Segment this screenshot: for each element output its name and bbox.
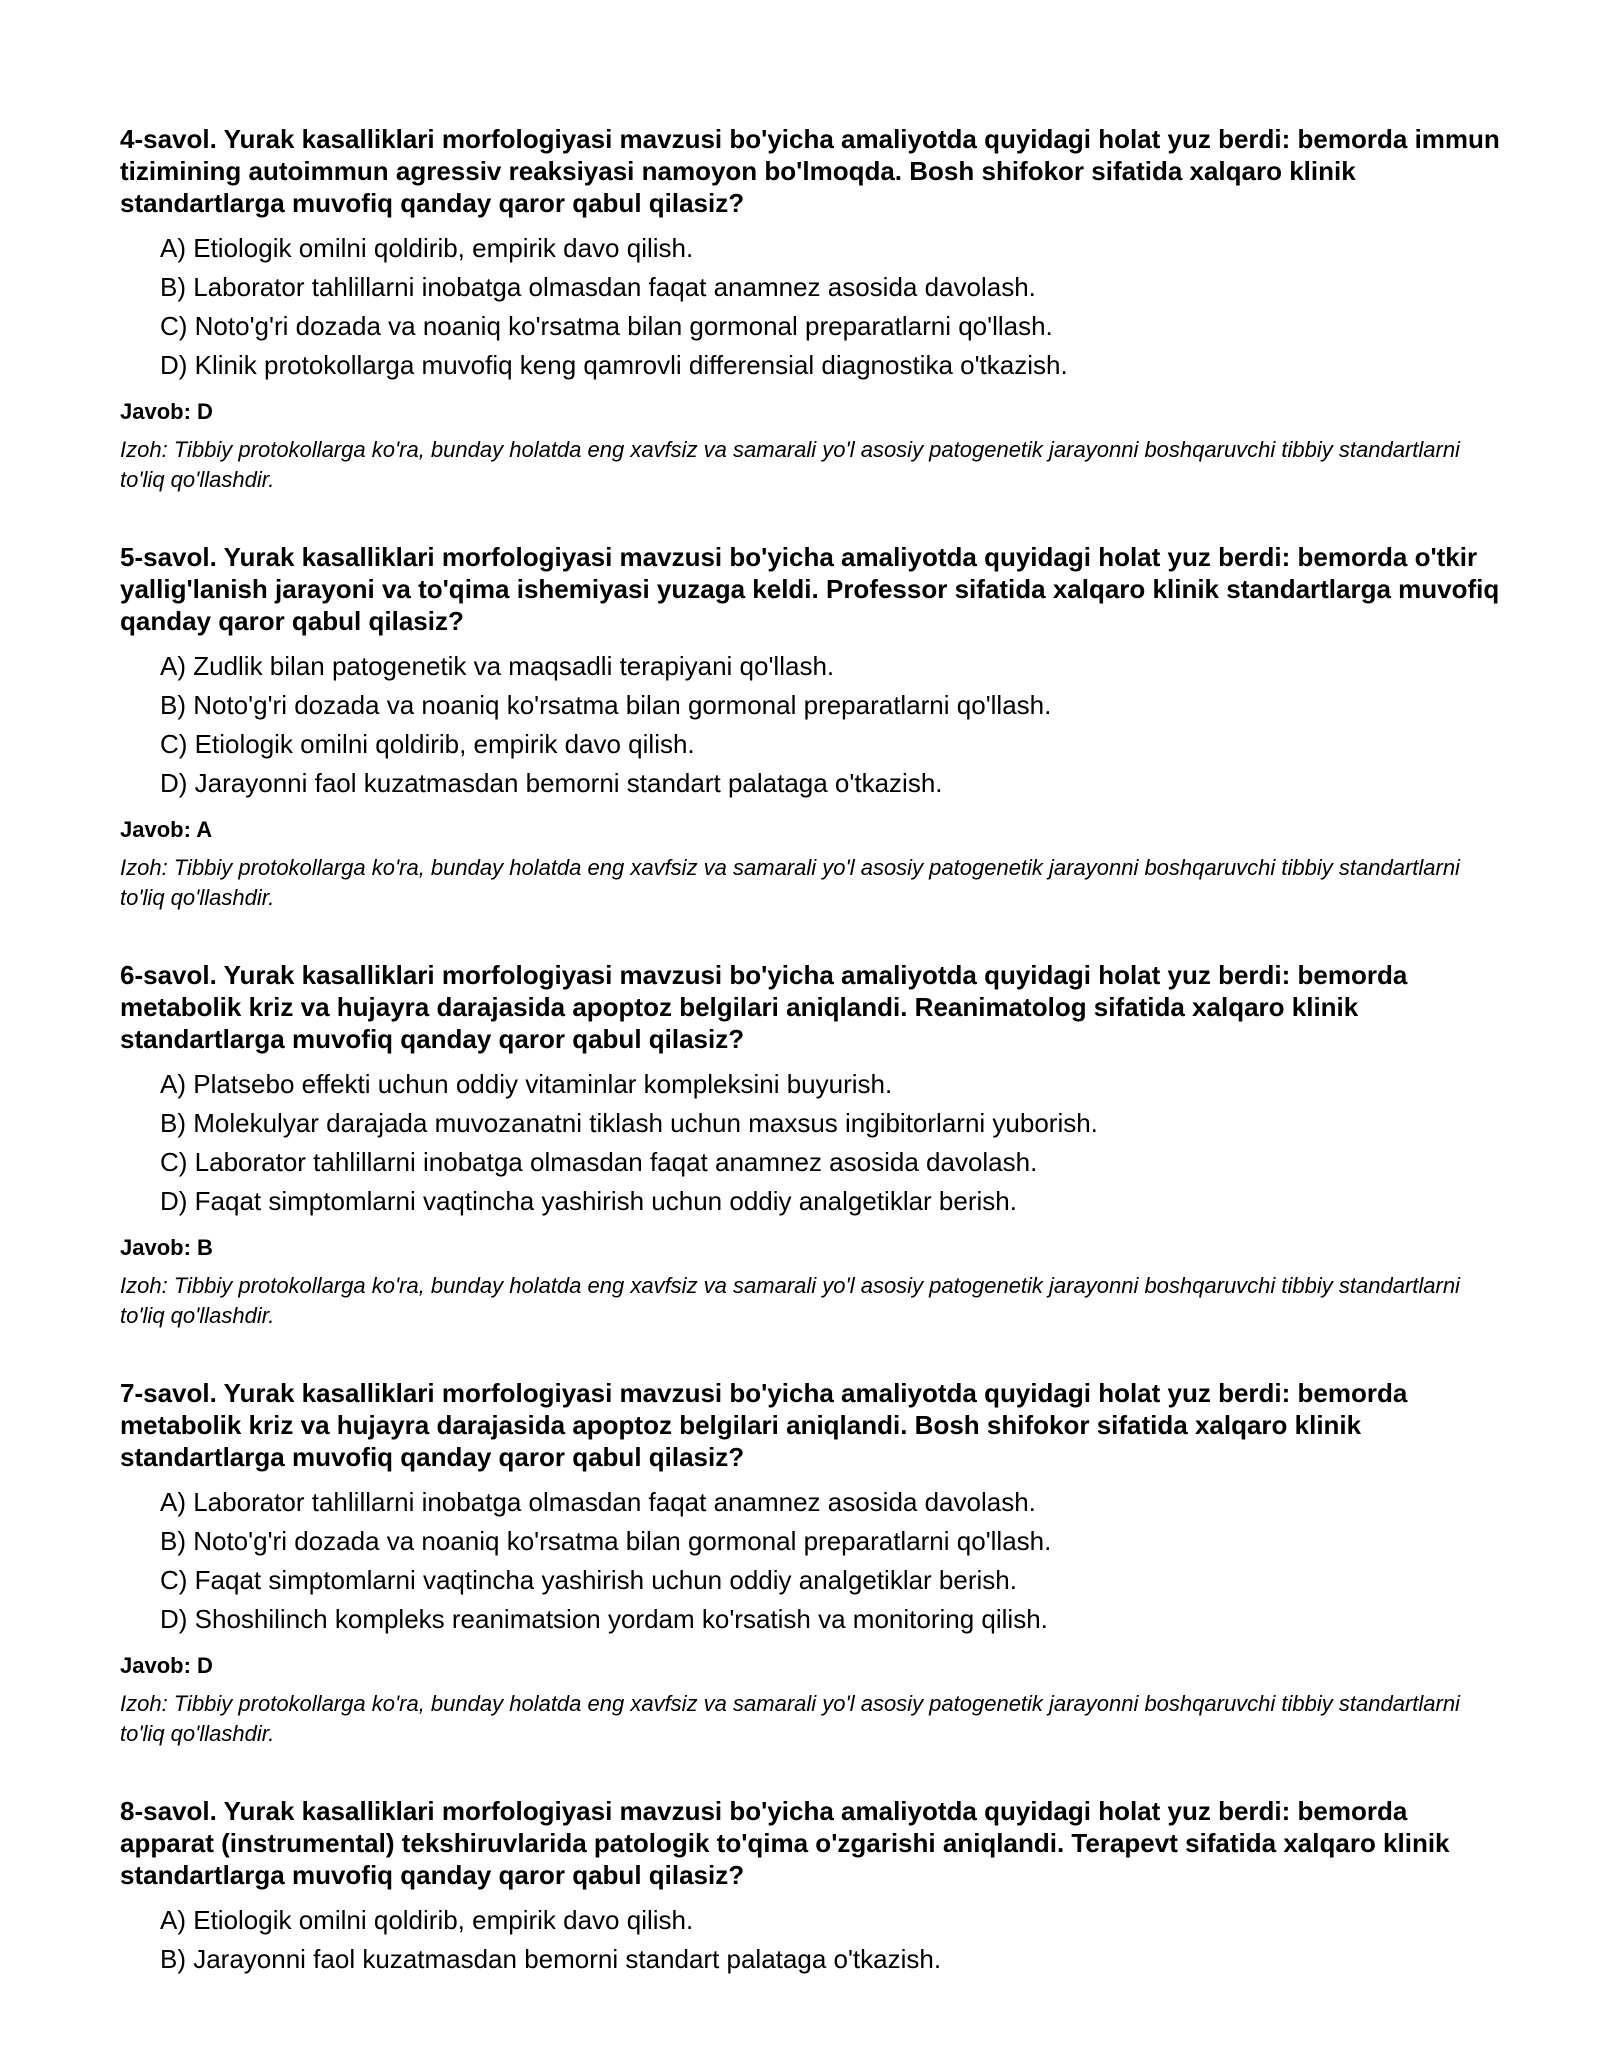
option-b: B) Noto'g'ri dozada va noaniq ko'rsatma bilan gormonal preparatlarni qo'llash. (160, 690, 1052, 720)
question-title: 7-savol. Yurak kasalliklari morfologiyasi mavzusi bo'yicha amaliyotda quyidagi holat yuz berdi: bemorda metabolik kriz va hujayra darajasida apoptoz belgilari aniqlandi. Bosh shifokor sifatida xalqaro klinik standartlarga muvofiq qanday qaror qabul qilasiz? (120, 1378, 1408, 1472)
options-list (120, 229, 1500, 385)
answer-label: Javob: A (120, 817, 213, 842)
option-b: B) Noto'g'ri dozada va noaniq ko'rsatma bilan gormonal preparatlarni qo'llash. (160, 1526, 1052, 1556)
option-b: B) Laborator tahlillarni inobatga olmasdan faqat anamnez asosida davolash. (160, 272, 1036, 302)
answer-label: Javob: D (120, 1653, 213, 1678)
question-8 (120, 1795, 1500, 1979)
question-7 (120, 1377, 1500, 1749)
explanation-note: Izoh: Tibbiy protokollarga ko'ra, bunday holatda eng xavfsiz va samarali yo'l asosiy patogenetik jarayonni boshqaruvchi tibbiy standartlarni to'liq qo'llashdir. (120, 437, 1460, 492)
option-a: A) Zudlik bilan patogenetik va maqsadli terapiyani qo'llash. (160, 651, 835, 681)
option-a: A) Etiologik omilni qoldirib, empirik davo qilish. (160, 1905, 694, 1935)
options-list (120, 647, 1500, 803)
options-list (120, 1065, 1500, 1221)
option-d: D) Klinik protokollarga muvofiq keng qamrovli differensial diagnostika o'tkazish. (160, 350, 1068, 380)
options-list (120, 1901, 1500, 1979)
question-4 (120, 123, 1500, 495)
option-c: C) Noto'g'ri dozada va noaniq ko'rsatma bilan gormonal preparatlarni qo'llash. (160, 311, 1053, 341)
question-title: 8-savol. Yurak kasalliklari morfologiyasi mavzusi bo'yicha amaliyotda quyidagi holat yuz berdi: bemorda apparat (instrumental) tekshiruvlarida patologik to'qima o'zgarishi aniqlandi. Terapevt sifatida xalqaro klinik standartlarga muvofiq qanday qaror qabul qilasiz? (120, 1796, 1450, 1890)
explanation-note: Izoh: Tibbiy protokollarga ko'ra, bunday holatda eng xavfsiz va samarali yo'l asosiy patogenetik jarayonni boshqaruvchi tibbiy standartlarni to'liq qo'llashdir. (120, 1273, 1460, 1328)
option-b: B) Jarayonni faol kuzatmasdan bemorni standart palataga o'tkazish. (160, 1944, 942, 1974)
question-6 (120, 959, 1500, 1331)
answer-label: Javob: D (120, 399, 213, 424)
option-d: D) Jarayonni faol kuzatmasdan bemorni standart palataga o'tkazish. (160, 768, 943, 798)
answer-label: Javob: B (120, 1235, 213, 1260)
options-list (120, 1483, 1500, 1639)
document-page (120, 123, 1500, 2025)
explanation-note: Izoh: Tibbiy protokollarga ko'ra, bunday holatda eng xavfsiz va samarali yo'l asosiy patogenetik jarayonni boshqaruvchi tibbiy standartlarni to'liq qo'llashdir. (120, 855, 1460, 910)
question-title: 6-savol. Yurak kasalliklari morfologiyasi mavzusi bo'yicha amaliyotda quyidagi holat yuz berdi: bemorda metabolik kriz va hujayra darajasida apoptoz belgilari aniqlandi. Reanimatolog sifatida xalqaro klinik standartlarga muvofiq qanday qaror qabul qilasiz? (120, 960, 1408, 1054)
option-d: D) Shoshilinch kompleks reanimatsion yordam ko'rsatish va monitoring qilish. (160, 1604, 1048, 1634)
option-a: A) Platsebo effekti uchun oddiy vitaminlar kompleksini buyurish. (160, 1069, 893, 1099)
option-c: C) Laborator tahlillarni inobatga olmasdan faqat anamnez asosida davolash. (160, 1147, 1038, 1177)
question-5 (120, 541, 1500, 913)
option-b: B) Molekulyar darajada muvozanatni tiklash uchun maxsus ingibitorlarni yuborish. (160, 1108, 1098, 1138)
option-c: C) Etiologik omilni qoldirib, empirik davo qilish. (160, 729, 695, 759)
question-title: 4-savol. Yurak kasalliklari morfologiyasi mavzusi bo'yicha amaliyotda quyidagi holat yuz berdi: bemorda immun tizimining autoimmun agressiv reaksiyasi namoyon bo'lmoqda. Bosh shifokor sifatida xalqaro klinik standartlarga muvofiq qanday qaror qabul qilasiz? (120, 124, 1500, 218)
option-a: A) Etiologik omilni qoldirib, empirik davo qilish. (160, 233, 694, 263)
option-a: A) Laborator tahlillarni inobatga olmasdan faqat anamnez asosida davolash. (160, 1487, 1036, 1517)
option-d: D) Faqat simptomlarni vaqtincha yashirish uchun oddiy analgetiklar berish. (160, 1186, 1017, 1216)
option-c: C) Faqat simptomlarni vaqtincha yashirish uchun oddiy analgetiklar berish. (160, 1565, 1017, 1595)
question-title: 5-savol. Yurak kasalliklari morfologiyasi mavzusi bo'yicha amaliyotda quyidagi holat yuz berdi: bemorda o'tkir yallig'lanish jarayoni va to'qima ishemiyasi yuzaga keldi. Professor sifatida xalqaro klinik standartlarga muvofiq qanday qaror qabul qilasiz? (120, 542, 1500, 636)
explanation-note: Izoh: Tibbiy protokollarga ko'ra, bunday holatda eng xavfsiz va samarali yo'l asosiy patogenetik jarayonni boshqaruvchi tibbiy standartlarni to'liq qo'llashdir. (120, 1691, 1460, 1746)
